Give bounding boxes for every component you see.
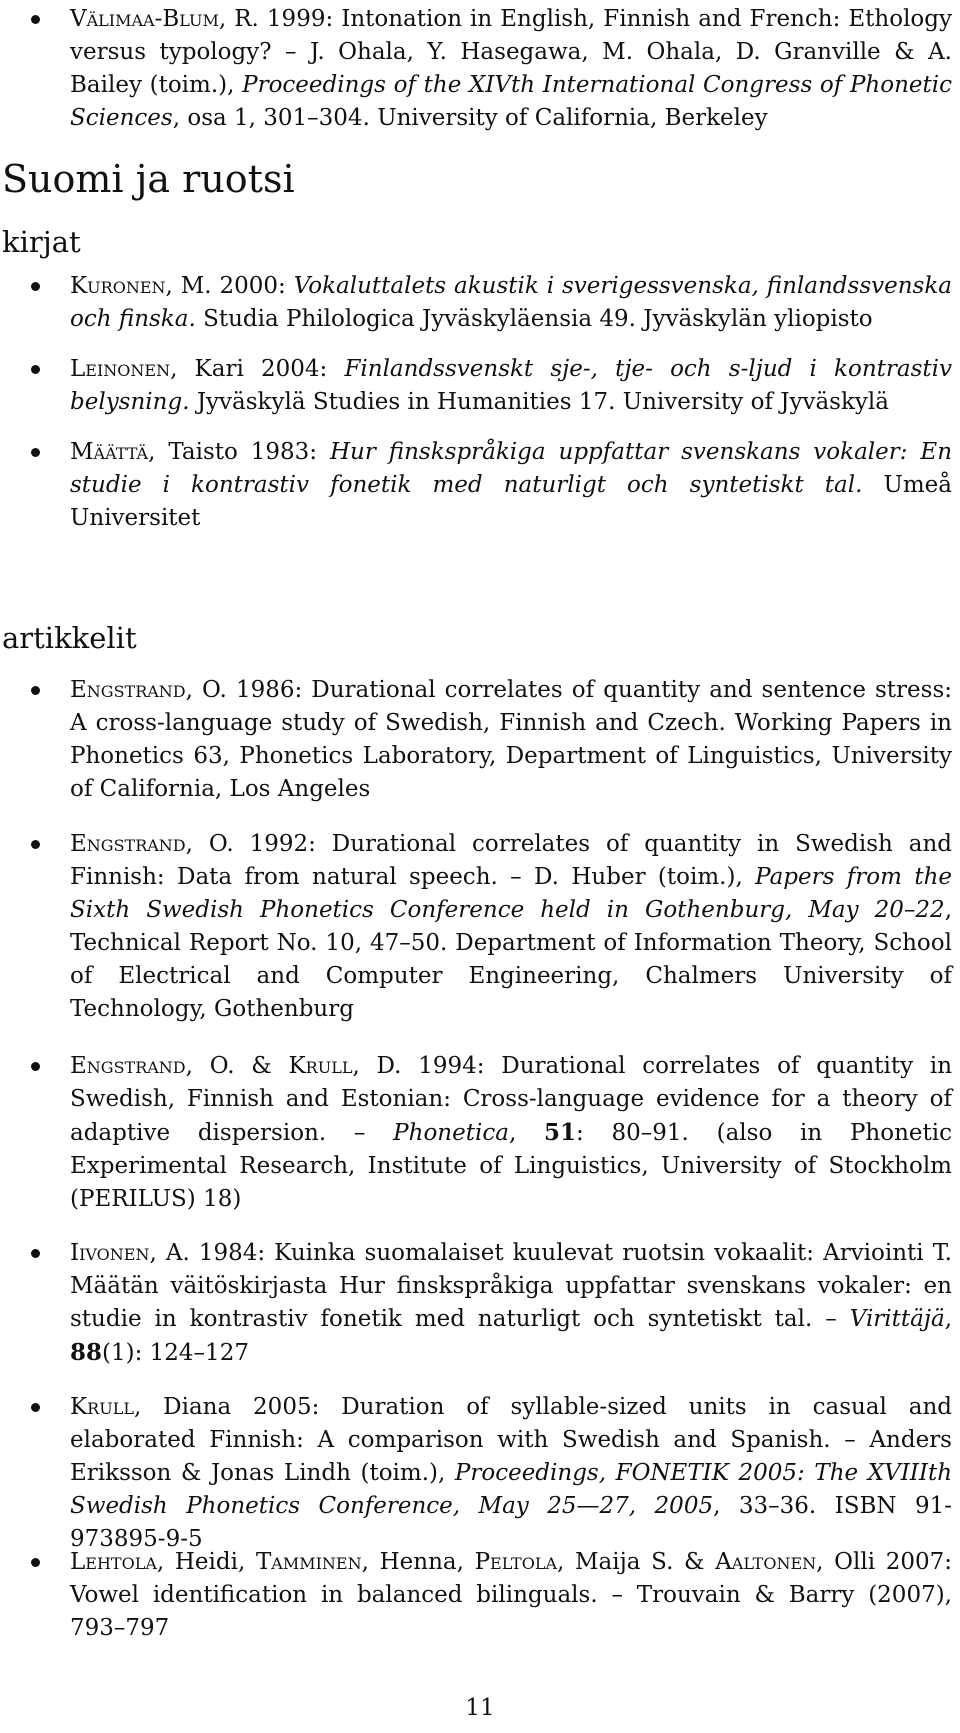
books-list bbox=[0, 436, 960, 535]
reference-text: , osa 1, 301–304. University of California, Berkeley bbox=[172, 105, 768, 131]
reference-author: Krull bbox=[70, 1394, 134, 1420]
reference-entry bbox=[0, 1050, 960, 1216]
reference-text: 1994: Durational correlates of quantity in Swedish, Finnish and Estonian: Cross-language evidence for a theory of adaptive dispersion. – bbox=[70, 1053, 953, 1146]
reference-author: Leinonen bbox=[70, 356, 171, 382]
reference-author: Välimaa-Blum, R. bbox=[70, 6, 259, 32]
author-separator: & bbox=[251, 1053, 272, 1079]
reference-text: , Olli 2007: Vowel identification in balanced bilinguals. – Trouvain & Barry (2007), 793–797 bbox=[70, 1549, 952, 1641]
bullet-icon bbox=[31, 1062, 40, 1071]
reference-author: Engstrand, O. bbox=[70, 677, 227, 703]
reference-entry bbox=[0, 1546, 960, 1645]
books-list bbox=[0, 353, 960, 419]
bullet-icon bbox=[31, 282, 40, 291]
bullet-icon bbox=[31, 686, 40, 695]
books-list bbox=[0, 270, 960, 336]
articles-list bbox=[0, 828, 960, 1026]
reference-author: Engstrand, O. bbox=[70, 1053, 235, 1079]
reference-author: Krull, D. bbox=[288, 1053, 402, 1079]
reference-entry bbox=[0, 270, 960, 336]
reference-text: , Maija S. & bbox=[557, 1549, 705, 1575]
reference-title: Proceedings of the XIVth International Congress of Phonetic Sciences bbox=[70, 72, 952, 131]
reference-text: 1986: Durational correlates of quantity and sentence stress: A cross-language study of Swedish, Finnish and Czech. Working Papers in Phonetics 63, Phonetics Laboratory, Department of Linguistics, University of California, Los Angeles bbox=[70, 677, 953, 802]
reference-text: Umeå Universitet bbox=[70, 472, 952, 531]
reference-text: 1999: Intonation in English, Finnish and French: Ethology versus typology? – J. Ohala, Y. Hasegawa, M. Ohala, D. Granville & A. Bailey (toim.), bbox=[70, 6, 952, 98]
reference-entry bbox=[0, 436, 960, 535]
reference-punctuation: , bbox=[508, 1120, 517, 1146]
reference-text: 2000: bbox=[219, 273, 286, 299]
reference-author: Peltola bbox=[474, 1549, 558, 1575]
reference-entry bbox=[0, 3, 960, 135]
reference-title: Vokaluttalets akustik i sverigessvenska, finlandssvenska och finska. bbox=[70, 273, 953, 332]
reference-journal: Virittäjä bbox=[849, 1306, 945, 1332]
reference-entry bbox=[0, 828, 960, 1026]
reference-author: Kuronen, M. bbox=[70, 273, 212, 299]
subsection-heading-articles: artikkelit bbox=[2, 621, 137, 655]
reference-title: Proceedings, FONETIK 2005: The XVIIIth Swedish Phonetics Conference, May 25—27, 2005 bbox=[70, 1460, 953, 1519]
reference-text: Studia Philologica Jyväskyläensia 49. Jyväskylän yliopisto bbox=[203, 306, 873, 332]
reference-author: Engstrand, O. bbox=[70, 831, 234, 857]
bullet-icon bbox=[31, 1403, 40, 1412]
reference-text: , Diana 2005: Duration of syllable-sized units in casual and elaborated Finnish: A comparison with Swedish and Spanish. – Anders Eriksson & Jonas Lindh (toim.), bbox=[70, 1394, 952, 1486]
reference-punctuation: , bbox=[944, 1306, 953, 1332]
bullet-icon bbox=[31, 1558, 40, 1567]
reference-journal: Phonetica bbox=[393, 1120, 509, 1146]
reference-title: Papers from the Sixth Swedish Phonetics Conference held in Gothenburg, May 20–22 bbox=[70, 864, 953, 923]
articles-list bbox=[0, 1546, 960, 1645]
reference-text: 1992: Durational correlates of quantity in Swedish and Finnish: Data from natural speech. – D. Huber (toim.), bbox=[70, 831, 953, 890]
reference-text: Jyväskylä Studies in Humanities 17. University of Jyväskylä bbox=[196, 389, 889, 415]
reference-title: Hur finskspråkiga uppfattar svenskans vokaler: En studie i kontrastiv fonetik med naturligt och syntetiskt tal. bbox=[70, 439, 953, 498]
reference-text: , Taisto 1983: bbox=[148, 439, 318, 465]
page-number: 11 bbox=[465, 1695, 495, 1721]
reference-author: Aaltonen bbox=[715, 1549, 817, 1575]
reference-author: Tamminen bbox=[255, 1549, 362, 1575]
reference-author: Iivonen, A. bbox=[70, 1240, 190, 1266]
reference-volume: 51 bbox=[544, 1119, 577, 1146]
reference-text: 1984: Kuinka suomalaiset kuulevat ruotsin vokaalit: Arviointi T. Määtän väitöskirjasta Hur finskspråkiga uppfattar svenskans vokaler: en studie in kontrastiv fonetik med naturligt och syntetiskt tal. – bbox=[70, 1240, 952, 1332]
articles-list bbox=[0, 674, 960, 806]
bullet-icon bbox=[31, 365, 40, 374]
reference-text: , 33–36. ISBN 91-973895-9-5 bbox=[70, 1493, 953, 1552]
bullet-icon bbox=[31, 448, 40, 457]
reference-author: Lehtola bbox=[70, 1549, 157, 1575]
bullet-icon bbox=[31, 1249, 40, 1258]
reference-text: , Henna, bbox=[361, 1549, 464, 1575]
subsection-heading-books: kirjat bbox=[2, 225, 81, 259]
reference-entry bbox=[0, 1391, 960, 1556]
bullet-icon bbox=[31, 840, 40, 849]
carryover-list bbox=[0, 3, 960, 135]
reference-text: (1): 124–127 bbox=[102, 1340, 249, 1366]
articles-list bbox=[0, 1391, 960, 1556]
reference-entry bbox=[0, 1237, 960, 1370]
articles-list bbox=[0, 1050, 960, 1216]
reference-entry bbox=[0, 353, 960, 419]
reference-text: , Kari 2004: bbox=[170, 356, 328, 382]
reference-volume: 88 bbox=[70, 1339, 103, 1366]
reference-title: Finlandssvenskt sje-, tje- och s-ljud i kontrastiv belysning. bbox=[70, 356, 953, 415]
reference-entry bbox=[0, 674, 960, 806]
reference-text: , Heidi, bbox=[156, 1549, 246, 1575]
section-title: Suomi ja ruotsi bbox=[2, 157, 295, 201]
articles-list bbox=[0, 1237, 960, 1370]
bullet-icon bbox=[31, 15, 40, 24]
reference-text: , Technical Report No. 10, 47–50. Department of Information Theory, School of Electrical and Computer Engineering, Chalmers University of Technology, Gothenburg bbox=[70, 897, 952, 1022]
reference-text: : 80–91. (also in Phonetic Experimental Research, Institute of Linguistics, University of Stockholm (PERILUS) 18) bbox=[70, 1120, 952, 1212]
reference-author: Määttä bbox=[70, 439, 149, 465]
